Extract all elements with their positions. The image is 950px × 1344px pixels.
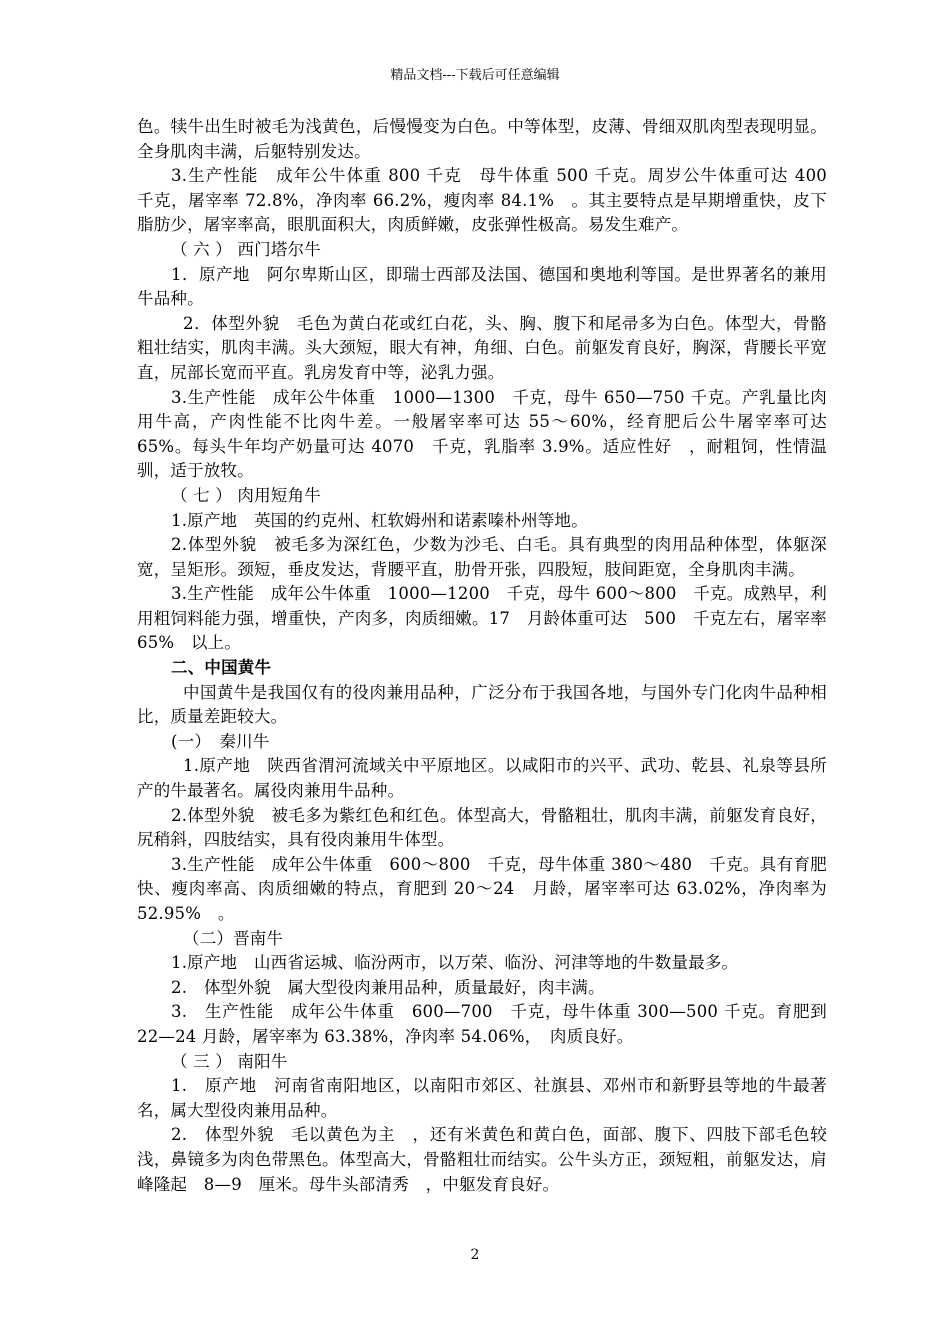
paragraph: 2.体型外貌 被毛多为深红色，少数为沙毛、白毛。具有典型的肉用品种体型，体躯深宽，呈矩形。颈短，垂皮发达，背腰平直，肋骨开张，四股短，肢间距宽，全身肌肉丰满。 — [137, 535, 827, 579]
page-header: 精品文档---下载后可任意编辑 — [390, 68, 560, 83]
page-number: 2 — [470, 1247, 480, 1263]
paragraph: 2.体型外貌 被毛多为紫红色和红色。体型高大，骨骼粗壮，肌肉丰满，前躯发育良好，尻稍斜，四肢结实，具有役肉兼用牛体型。 — [137, 805, 827, 850]
paragraph: 3. 生产性能 成年公牛体重 600—700 千克，母牛体重 300—500 千克。育肥到 22—24 月龄，屠宰率为 63.38%，净肉率 54.06%， 肉质良好。 — [137, 1002, 827, 1046]
chapter-heading: 二、中国黄牛 — [171, 658, 272, 678]
paragraph: 1．原产地 阿尔卑斯山区，即瑞士西部及法国、德国和奥地利等国。是世界著名的兼用牛品种。 — [137, 264, 827, 309]
paragraph: 2. 体型外貌 毛以黄色为主 ，还有米黄色和黄白色，面部、腹下、四肢下部毛色较浅，鼻镜多为肉色带黑色。体型高大，骨骼粗壮而结实。公牛头方正，颈短粗，前躯发达，肩峰隆起 8—9 厘米。母牛头部清秀 ，中躯发育良好。 — [137, 1125, 827, 1194]
paragraph: 3.生产性能 成年公牛体重 1000—1200 千克，母牛 600～800 千克。成熟早，利用粗饲料能力强，增重快，产肉多，肉质细嫩。17 月龄体重可达 500 千克左右，屠宰率 65% 以上。 — [137, 584, 844, 653]
section-heading: (一） 秦川牛 — [171, 731, 270, 751]
paragraph: 2. 体型外貌 属大型役肉兼用品种，质量最好，肉丰满。 — [171, 977, 605, 997]
section-heading: （ 六 ） 西门塔尔牛 — [171, 239, 321, 259]
section-heading: （ 七 ） 肉用短角牛 — [171, 485, 321, 505]
paragraph: 3.生产性能 成年公牛体重 600～800 千克，母牛体重 380～480 千克。具有育肥快、瘦肉率高、肉质细嫩的特点，育肥到 20～24 月龄，屠宰率可达 63.02%，净肉率为 52.95% 。 — [137, 854, 827, 923]
section-heading: （ 三 ） 南阳牛 — [171, 1051, 288, 1071]
paragraph: 1.原产地 陕西省渭河流域关中平原地区。以咸阳市的兴平、武功、乾县、礼泉等县所产的牛最著名。属役肉兼用牛品种。 — [137, 756, 827, 801]
paragraph: 3.生产性能 成年公牛体重 800 千克 母牛体重 500 千克。周岁公牛体重可达 400 千克，屠宰率 72.8%，净肉率 66.2%，瘦肉率 84.1% 。其主要特点是早期增重快，皮下脂肪少，屠宰率高，眼肌面积大，肉质鲜嫩，皮张弹性极高。易发生难产。 — [137, 166, 844, 235]
section-heading: （二）晋南牛 — [183, 928, 284, 948]
paragraph: 2．体型外貌 毛色为黄白花或红白花，头、胸、腹下和尾帚多为白色。体型大，骨骼粗壮结实，肌肉丰满。头大颈短，眼大有神，角细、白色。前躯发育良好，胸深，背腰长平宽直，尻部长宽而平直。乳房发育中等，泌乳力强。 — [137, 313, 827, 382]
paragraph: 1.原产地 山西省运城、临汾两市，以万荣、临汾、河津等地的牛数量最多。 — [171, 953, 739, 973]
paragraph: 中国黄牛是我国仅有的役肉兼用品种，广泛分布于我国各地，与国外专门化肉牛品种相比，质量差距较大。 — [137, 682, 827, 727]
paragraph: 3.生产性能 成年公牛体重 1000—1300 千克，母牛 650—750 千克。产乳量比肉用牛高，产肉性能不比肉牛差。一般屠宰率可达 55～60%，经育肥后公牛屠宰率可达 65%。每头牛年均产奶量可达 4070 千克，乳脂率 3.9%。适应性好 ，耐粗饲，性情温驯，适于放牧。 — [137, 387, 827, 481]
paragraph: 1. 原产地 河南省南阳地区，以南阳市郊区、社旗县、邓州市和新野县等地的牛最著名，属大型役肉兼用品种。 — [137, 1076, 827, 1120]
paragraph: 色。犊牛出生时被毛为浅黄色，后慢慢变为白色。中等体型，皮薄、骨细双肌肉型表现明显。全身肌肉丰满，后躯特别发达。 — [137, 117, 827, 161]
paragraph: 1.原产地 英国的约克州、杠软姆州和诺素嗪朴州等地。 — [171, 510, 588, 530]
document-body — [137, 115, 844, 1197]
